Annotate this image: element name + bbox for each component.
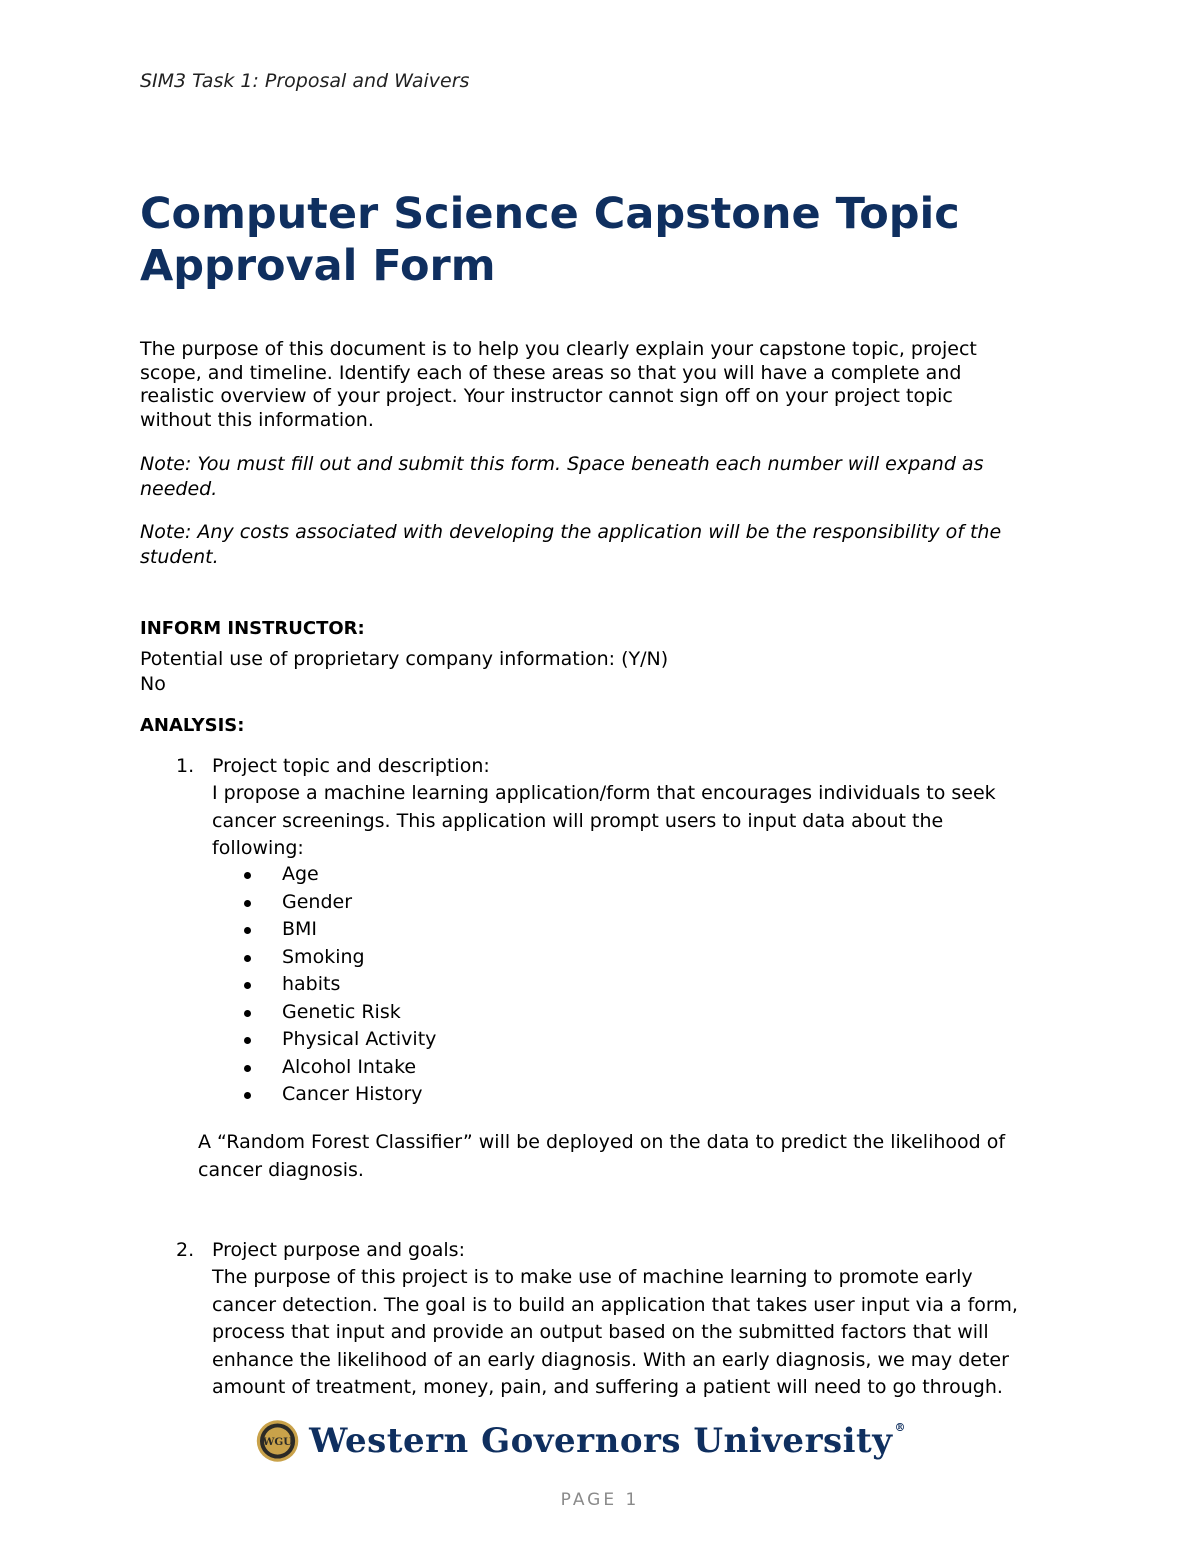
title-line-1: Computer Science Capstone Topic: [140, 189, 960, 239]
item-1-label: Project topic and description:: [212, 755, 490, 777]
description-line: I propose a machine learning application/form that encourages individuals to seek: [212, 782, 996, 804]
list-item: [240, 944, 436, 972]
list-item: [240, 999, 436, 1027]
bullet-icon: [244, 872, 251, 879]
bullet-icon: [244, 1092, 251, 1099]
title-line-2: Approval Form: [140, 241, 496, 291]
list-item-label: habits: [282, 973, 341, 995]
page-number: PAGE 1: [560, 1490, 640, 1510]
intro-line: scope, and timeline. Identify each of these areas so that you will have a complete and: [140, 361, 962, 384]
description-line: cancer screenings. This application will prompt users to input data about the: [212, 809, 944, 832]
paragraph-line: cancer diagnosis.: [198, 1158, 364, 1181]
description-line: amount of treatment, money, pain, and suffering a patient will need to go through.: [212, 1376, 1003, 1398]
proprietary-question: Potential use of proprietary company information: (Y/N): [140, 648, 669, 670]
item-1-description: [212, 780, 996, 863]
analysis-heading: ANALYSIS:: [140, 715, 245, 736]
list-item: [240, 861, 436, 889]
note-line: needed.: [140, 477, 218, 500]
list-item-label: Alcohol Intake: [282, 1055, 417, 1078]
paragraph-line: A “Random Forest Classifier” will be deployed on the data to predict the likelihood of: [198, 1131, 1006, 1153]
note-line: student.: [140, 545, 219, 568]
note-fill-out: [140, 452, 1040, 501]
description-line: cancer detection. The goal is to build an application that takes user input via a form,: [212, 1293, 1018, 1316]
classifier-paragraph: [198, 1129, 1005, 1184]
wordmark-text: Western Governors University: [309, 1421, 893, 1461]
input-factor-list: [240, 861, 436, 1109]
list-item-label: Smoking: [282, 945, 365, 968]
list-item: [240, 971, 436, 999]
list-item-label: Age: [282, 863, 319, 885]
intro-line: without this information.: [140, 408, 374, 431]
list-item-label: Physical Activity: [282, 1028, 437, 1050]
list-item: [240, 889, 436, 917]
wgu-wordmark: [309, 1421, 906, 1461]
bullet-icon: [244, 1010, 251, 1017]
note-line: Note: You must fill out and submit this form. Space beneath each number will expand as: [140, 453, 984, 475]
description-line: process that input and provide an output based on the submitted factors that will: [212, 1321, 989, 1343]
list-item: [240, 1026, 436, 1054]
list-item: [240, 1081, 436, 1109]
note-line: Note: Any costs associated with developing the application will be the responsibility of the: [140, 521, 1002, 543]
description-line: following:: [212, 837, 304, 859]
proprietary-answer: No: [140, 673, 166, 695]
bullet-icon: [244, 900, 251, 907]
running-header: SIM3 Task 1: Proposal and Waivers: [140, 70, 470, 92]
list-item-label: BMI: [282, 918, 318, 940]
wgu-seal-icon: [256, 1414, 299, 1468]
intro-line: The purpose of this document is to help you clearly explain your capstone topic, project: [140, 338, 977, 360]
bullet-icon: [244, 982, 251, 989]
bullet-icon: [244, 927, 251, 934]
item-2-description: [212, 1264, 1018, 1402]
intro-paragraph: [140, 338, 1040, 432]
list-item: [240, 916, 436, 944]
intro-line: realistic overview of your project. Your instructor cannot sign off on your project topic: [140, 385, 953, 407]
inform-instructor-heading: INFORM INSTRUCTOR:: [140, 618, 365, 639]
note-costs: [140, 520, 1040, 569]
item-1-number: 1.: [176, 755, 195, 777]
list-item: [240, 1054, 436, 1082]
page-title: [140, 188, 1040, 292]
description-line: The purpose of this project is to make use of machine learning to promote early: [212, 1266, 973, 1288]
list-item-label: Gender: [282, 890, 353, 913]
list-item-label: Cancer History: [282, 1083, 423, 1105]
trademark-mark: ®: [894, 1421, 906, 1434]
bullet-icon: [244, 1037, 251, 1044]
bullet-icon: [244, 955, 251, 962]
bullet-icon: [244, 1065, 251, 1072]
item-2-label: Project purpose and goals:: [212, 1239, 465, 1261]
wgu-logo: [256, 1412, 906, 1470]
list-item-label: Genetic Risk: [282, 1000, 401, 1023]
seal-letters: WGU: [262, 1435, 293, 1448]
description-line: enhance the likelihood of an early diagnosis. With an early diagnosis, we may deter: [212, 1348, 1009, 1371]
item-2-number: 2.: [176, 1239, 195, 1261]
